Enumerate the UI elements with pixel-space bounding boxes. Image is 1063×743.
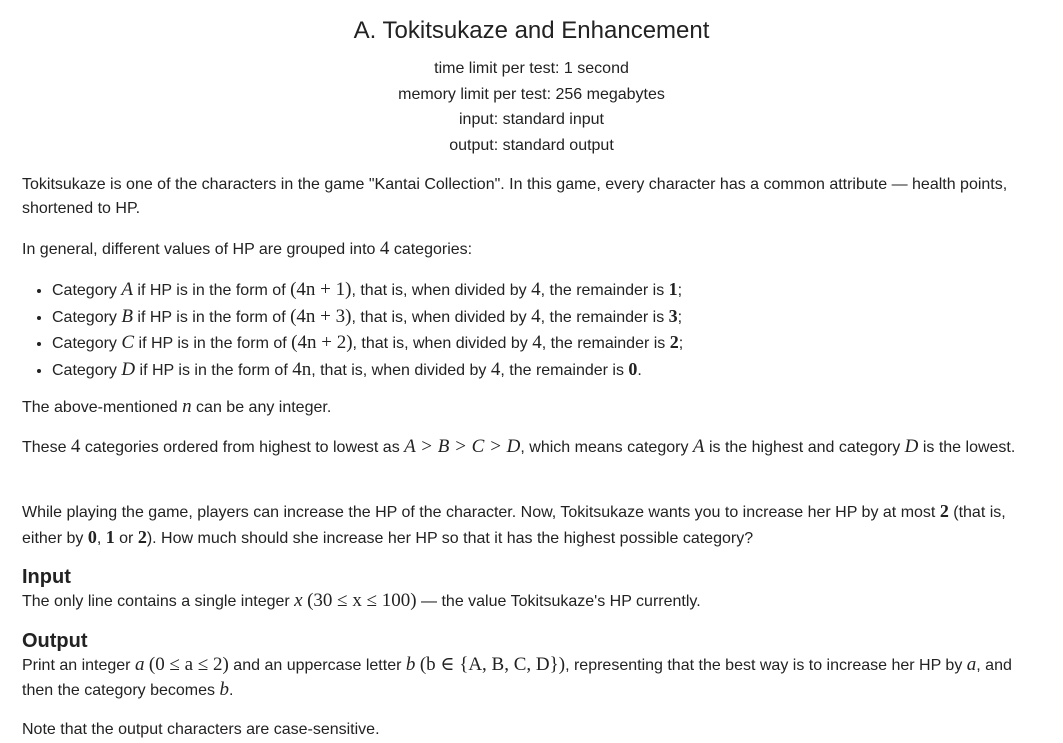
output-section: Output Print an integer a (0 ≤ a ≤ 2) and an uppercase letter b (b ∈ {A, B, C, D}), representing that the best way is to increase her HP by a, and then the category becomes b. [22, 629, 1043, 703]
input-spec: input: standard input [459, 111, 604, 128]
category-item: • Category C if HP is in the form of (4n + 2), that is, when divided by 4, the remainder is 2; [52, 330, 1063, 357]
category-item: • Category B if HP is in the form of (4n + 3), that is, when divided by 4, the remainder is 3; [52, 304, 1063, 331]
memory-limit: memory limit per test: 256 megabytes [398, 85, 665, 103]
problem-meta [0, 56, 1063, 158]
playing-paragraph: While playing the game, players can increase the HP of the character. Now, Tokitsukaze wants you to increase her HP by at most 2 (that is, either by 0, 1 or 2). How much should she increase her HP so that it has the highest possible category? [22, 501, 1006, 547]
output-spec: output: standard output [449, 136, 614, 154]
category-item: • Category A if HP is in the form of (4n + 1), that is, when divided by 4, the remainder is 1; [52, 277, 1063, 304]
general-paragraph: In general, different values of HP are grouped into 4 categories: [22, 238, 473, 259]
category-list [22, 277, 1063, 383]
above-paragraph: The above-mentioned n can be any integer. [22, 396, 332, 417]
intro-paragraph: Tokitsukaze is one of the characters in the game "Kantai Collection". In this game, every character has a common attribute — health points, shortened to HP. [22, 176, 1008, 217]
note-paragraph: Note that the output characters are case-sensitive. [22, 721, 380, 738]
input-heading: Input [22, 566, 71, 588]
category-item: • Category D if HP is in the form of 4n, that is, when divided by 4, the remainder is 0. [52, 357, 1063, 384]
order-paragraph: These 4 categories ordered from highest to lowest as A > B > C > D, which means category A is the highest and category D is the lowest. [22, 436, 1016, 457]
input-section: Input The only line contains a single integer x (30 ≤ x ≤ 100) — the value Tokitsukaze's HP currently. [22, 565, 1063, 614]
time-limit: time limit per test: 1 second [434, 60, 629, 77]
output-heading: Output [22, 630, 88, 652]
problem-title: A. Tokitsukaze and Enhancement [353, 17, 710, 44]
